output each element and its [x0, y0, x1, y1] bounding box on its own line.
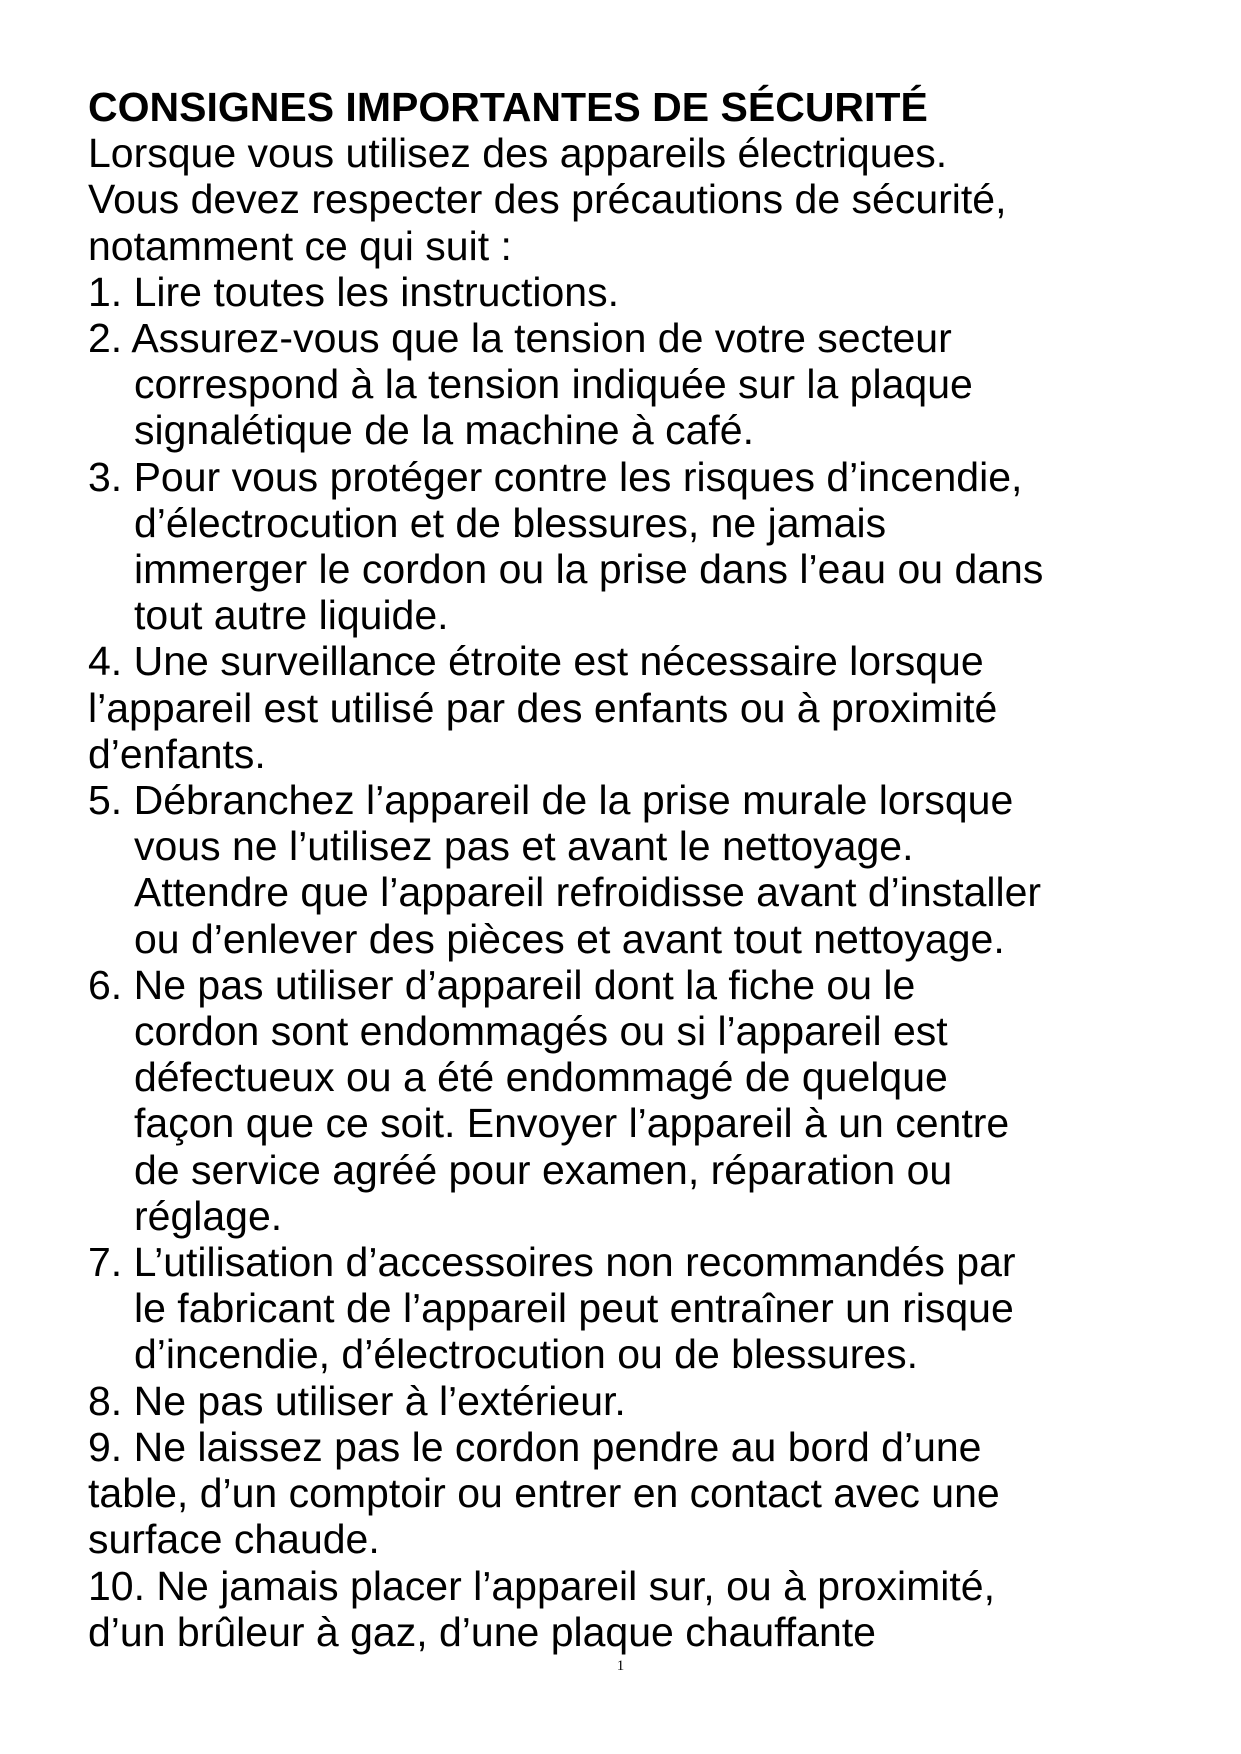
safety-instructions	[88, 84, 1168, 1655]
instruction-item-4	[88, 638, 1168, 777]
item-line: correspond à la tension indiquée sur la plaque	[134, 361, 973, 408]
intro-line: Lorsque vous utilisez des appareils électriques.	[88, 130, 948, 177]
item-line: façon que ce soit. Envoyer l’appareil à un centre	[134, 1100, 1010, 1147]
item-line: 1. Lire toutes les instructions.	[88, 268, 619, 315]
page-number: 1	[616, 1658, 625, 1674]
item-line: cordon sont endommagés ou si l’appareil est	[134, 1008, 948, 1055]
item-line: 3. Pour vous protéger contre les risques d’incendie,	[88, 453, 1023, 500]
instruction-item-1	[88, 269, 1168, 315]
item-line: réglage.	[134, 1192, 283, 1239]
item-line: table, d’un comptoir ou entrer en contact avec une	[88, 1470, 1000, 1517]
item-line: 9. Ne laissez pas le cordon pendre au bord d’une	[88, 1423, 982, 1470]
item-line: le fabricant de l’appareil peut entraîner un risque	[134, 1285, 1014, 1332]
instruction-item-3	[88, 454, 1168, 639]
item-line: tout autre liquide.	[134, 592, 449, 639]
instruction-item-7	[88, 1239, 1168, 1378]
item-line: d’électrocution et de blessures, ne jamais	[134, 499, 887, 546]
item-line: vous ne l’utilisez pas et avant le nettoyage.	[134, 823, 914, 870]
instruction-item-10	[88, 1563, 1168, 1655]
intro-paragraph	[88, 130, 1168, 269]
instruction-item-9	[88, 1424, 1168, 1563]
item-line: 10. Ne jamais placer l’appareil sur, ou à proximité,	[88, 1562, 995, 1609]
intro-line: notamment ce qui suit :	[88, 222, 512, 269]
item-line: 5. Débranchez l’appareil de la prise murale lorsque	[88, 777, 1014, 824]
item-line: surface chaude.	[88, 1516, 380, 1563]
item-line: d’enfants.	[88, 730, 266, 777]
instruction-item-8	[88, 1378, 1168, 1424]
page-title: CONSIGNES IMPORTANTES DE SÉCURITÉ	[88, 84, 928, 130]
item-line: l’appareil est utilisé par des enfants ou à proximité	[88, 684, 998, 731]
instruction-item-2	[88, 315, 1168, 454]
instruction-item-5	[88, 777, 1168, 962]
item-line: 6. Ne pas utiliser d’appareil dont la fiche ou le	[88, 961, 916, 1008]
item-line: de service agréé pour examen, réparation ou	[134, 1146, 953, 1193]
item-line: immerger le cordon ou la prise dans l’eau ou dans	[134, 546, 1044, 593]
item-line: 7. L’utilisation d’accessoires non recommandés par	[88, 1239, 1016, 1286]
item-line: signalétique de la machine à café.	[134, 407, 754, 454]
intro-line: Vous devez respecter des précautions de sécurité,	[88, 176, 1007, 223]
item-line: 8. Ne pas utiliser à l’extérieur.	[88, 1377, 626, 1424]
item-line: 4. Une surveillance étroite est nécessaire lorsque	[88, 638, 984, 685]
instruction-item-6	[88, 962, 1168, 1239]
item-line: d’incendie, d’électrocution ou de blessures.	[134, 1331, 919, 1378]
item-line: 2. Assurez-vous que la tension de votre secteur	[88, 315, 952, 362]
item-line: défectueux ou a été endommagé de quelque	[134, 1054, 948, 1101]
item-line: ou d’enlever des pièces et avant tout nettoyage.	[134, 915, 1005, 962]
item-line: d’un brûleur à gaz, d’une plaque chauffante	[88, 1608, 876, 1655]
item-line: Attendre que l’appareil refroidisse avant d’installer	[134, 869, 1042, 916]
